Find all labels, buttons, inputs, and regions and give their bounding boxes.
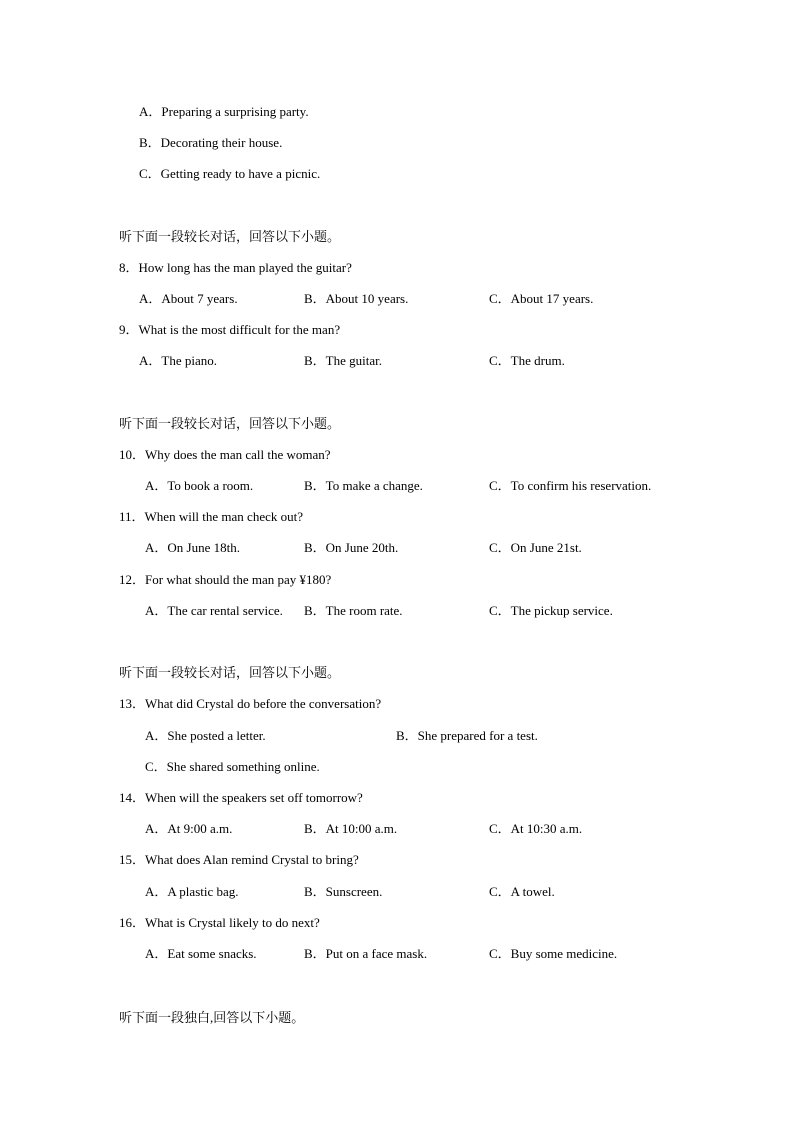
question-number: 16． — [119, 915, 146, 930]
question-10 — [119, 447, 331, 463]
q7-option-a: A．Preparing a surprising party. — [139, 104, 309, 119]
question-number: 12． — [119, 572, 146, 587]
q13-option-a: A．She posted a letter. — [145, 728, 266, 743]
question-text: What did Crystal do before the conversation? — [145, 696, 382, 711]
q8-option-a: A．About 7 years. — [139, 291, 238, 306]
question-number: 13． — [119, 696, 146, 711]
q15-option-c: C．A towel. — [489, 884, 555, 899]
q16-option-b: B．Put on a face mask. — [304, 946, 428, 961]
question-number: 15． — [119, 852, 146, 867]
q12-option-a: A．The car rental service. — [145, 603, 283, 618]
q11-option-b: B．On June 20th. — [304, 540, 399, 555]
q7-option-c: C．Getting ready to have a picnic. — [139, 166, 321, 181]
question-text: How long has the man played the guitar? — [138, 260, 352, 275]
question-number: 9． — [119, 322, 139, 337]
q9-option-a: A．The piano. — [139, 353, 217, 368]
q14-option-c: C．At 10:30 a.m. — [489, 821, 583, 836]
q15-option-b: B．Sunscreen. — [304, 884, 383, 899]
question-text: What does Alan remind Crystal to bring? — [145, 852, 359, 867]
question-16 — [119, 915, 320, 931]
question-14 — [119, 790, 363, 806]
question-text: What is Crystal likely to do next? — [145, 915, 320, 930]
q9-option-c: C．The drum. — [489, 353, 565, 368]
q9-option-b: B．The guitar. — [304, 353, 382, 368]
q16-option-a: A．Eat some snacks. — [145, 946, 257, 961]
question-12 — [119, 572, 331, 588]
q8-option-c: C．About 17 years. — [489, 291, 594, 306]
question-9 — [119, 322, 340, 338]
q16-option-c: C．Buy some medicine. — [489, 946, 618, 961]
section-header: 听下面一段较长对话，回答以下小题。 — [119, 665, 341, 680]
question-8 — [119, 260, 352, 276]
question-11 — [119, 509, 303, 525]
q14-option-a: A．At 9:00 a.m. — [145, 821, 233, 836]
question-number: 8． — [119, 260, 139, 275]
question-text: What is the most difficult for the man? — [138, 322, 341, 337]
q12-option-c: C．The pickup service. — [489, 603, 613, 618]
question-number: 11． — [119, 509, 145, 524]
section-header: 听下面一段较长对话，回答以下小题。 — [119, 416, 341, 431]
question-text: When will the speakers set off tomorrow? — [145, 790, 363, 805]
question-number: 14． — [119, 790, 146, 805]
monologue-header: 听下面一段独白,回答以下小题。 — [119, 1010, 305, 1025]
q11-option-a: A．On June 18th. — [145, 540, 240, 555]
question-13 — [119, 696, 381, 712]
q10-option-a: A．To book a room. — [145, 478, 254, 493]
q10-option-b: B．To make a change. — [304, 478, 423, 493]
q11-option-c: C．On June 21st. — [489, 540, 582, 555]
question-number: 10． — [119, 447, 146, 462]
q15-option-a: A．A plastic bag. — [145, 884, 239, 899]
q13-option-c: C．She shared something online. — [145, 759, 320, 774]
q12-option-b: B．The room rate. — [304, 603, 403, 618]
q13-option-b: B．She prepared for a test. — [396, 728, 538, 743]
question-text: Why does the man call the woman? — [145, 447, 331, 462]
q14-option-b: B．At 10:00 a.m. — [304, 821, 398, 836]
question-15 — [119, 852, 359, 868]
q8-option-b: B．About 10 years. — [304, 291, 409, 306]
q7-option-b: B．Decorating their house. — [139, 135, 283, 150]
question-text: For what should the man pay ¥180? — [145, 572, 332, 587]
q10-option-c: C．To confirm his reservation. — [489, 478, 652, 493]
question-text: When will the man check out? — [144, 509, 304, 524]
section-header: 听下面一段较长对话，回答以下小题。 — [119, 229, 341, 244]
